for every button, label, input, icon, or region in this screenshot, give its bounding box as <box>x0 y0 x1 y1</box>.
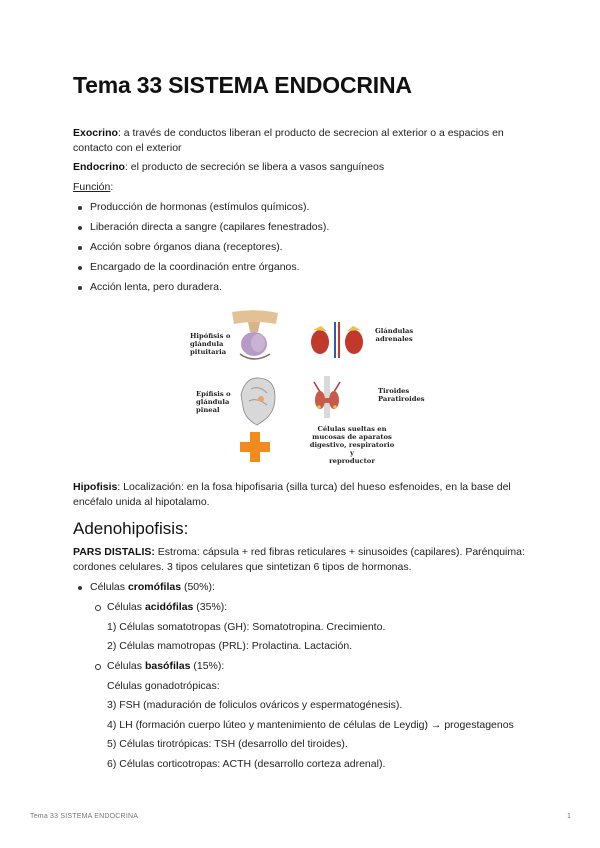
exocrino-term: Exocrino <box>73 127 118 139</box>
page-number: 1 <box>567 813 571 820</box>
funcion-colon: : <box>110 181 114 193</box>
thyroid-illustration <box>310 374 344 420</box>
pineal-brain-illustration <box>237 375 279 427</box>
orange-cross-icon <box>240 432 270 462</box>
cromofilas-item: Células cromófilas (50%): <box>78 580 215 595</box>
funcion-label: Función <box>73 181 111 193</box>
basofilas-line-5: 6) Células corticotropas: ACTH (desarrollo corteza adrenal). <box>107 758 386 770</box>
hipofisis-paragraph <box>73 480 533 510</box>
pars-distalis-text-1: Estroma: cápsula + red fibras reticulares + sinusoides (capilares). Parénquima: <box>154 546 525 558</box>
label-celulas: Células sueltas en mucosas de aparatos digestivo, respiratorio y reproductor <box>309 425 395 465</box>
endocrino-text: : el producto de secreción se libera a vasos sanguíneos <box>124 161 385 173</box>
label-glandulas: Glándulas adrenales <box>375 327 414 343</box>
hipofisis-text-2: encéfalo unida al hipotalamo. <box>73 496 210 508</box>
basofilas-line-1: Células gonadotrópicas: <box>107 680 220 692</box>
pars-distalis-paragraph <box>73 545 543 575</box>
list-item: Producción de hormonas (estímulos químicos). <box>78 200 329 220</box>
pars-distalis-term: PARS DISTALIS: <box>73 546 155 558</box>
exocrino-paragraph <box>73 126 533 156</box>
label-tiroides: Tiroides Paratiroides <box>378 387 425 403</box>
basofilas-line-4: 5) Células tirotrópicas: TSH (desarrollo del tiroides). <box>107 738 348 750</box>
pituitary-illustration <box>230 310 280 365</box>
endocrine-glands-figure <box>190 310 425 470</box>
acidofilas-line-2: 2) Células mamotropas (PRL): Prolactina. Lactación. <box>107 640 353 652</box>
basofilas-item: Células basófilas (15%): <box>95 659 224 674</box>
adrenal-kidneys-illustration <box>305 320 365 360</box>
exocrino-text-2: contacto con el exterior <box>73 142 182 154</box>
pars-distalis-text-2: cordones celulares. 3 tipos celulares que sintetizan 6 tipos de hormonas. <box>73 561 412 573</box>
list-item: Acción lenta, pero duradera. <box>78 280 329 300</box>
page-title: Tema 33 SISTEMA ENDOCRINA <box>73 72 412 98</box>
label-epifisis: Epífisis o glándula pineal <box>196 390 231 414</box>
hipofisis-term: Hipofisis <box>73 481 118 493</box>
list-item: Acción sobre órganos diana (receptores). <box>78 240 329 260</box>
endocrino-term: Endocrino <box>73 161 125 173</box>
label-hipofisis: Hipófisis o glándula pituitaria <box>190 332 231 356</box>
hipofisis-text-1: : Localización: en la fosa hipofisaria (silla turca) del hueso esfenoides, en la base del <box>117 481 511 493</box>
acidofilas-item: Células acidófilas (35%): <box>95 600 227 615</box>
basofilas-line-3: 4) LH (formación cuerpo lúteo y mantenimiento de células de Leydig) → progestagenos <box>107 719 514 731</box>
endocrino-paragraph <box>73 160 384 175</box>
adenohipofisis-heading: Adenohipofisis: <box>73 519 189 538</box>
exocrino-text-1: : a través de conductos liberan el producto de secrecion al exterior o a espacios en <box>117 127 504 139</box>
list-item: Liberación directa a sangre (capilares fenestrados). <box>78 220 329 240</box>
acidofilas-line-1: 1) Células somatotropas (GH): Somatotropina. Crecimiento. <box>107 621 386 633</box>
basofilas-line-2: 3) FSH (maduración de foliculos ováricos y espermatogénesis). <box>107 699 403 711</box>
footer-title: Tema 33 SISTEMA ENDOCRINA <box>30 813 139 820</box>
funcion-heading <box>73 180 113 195</box>
funcion-list <box>78 200 329 300</box>
list-item: Encargado de la coordinación entre órganos. <box>78 260 329 280</box>
